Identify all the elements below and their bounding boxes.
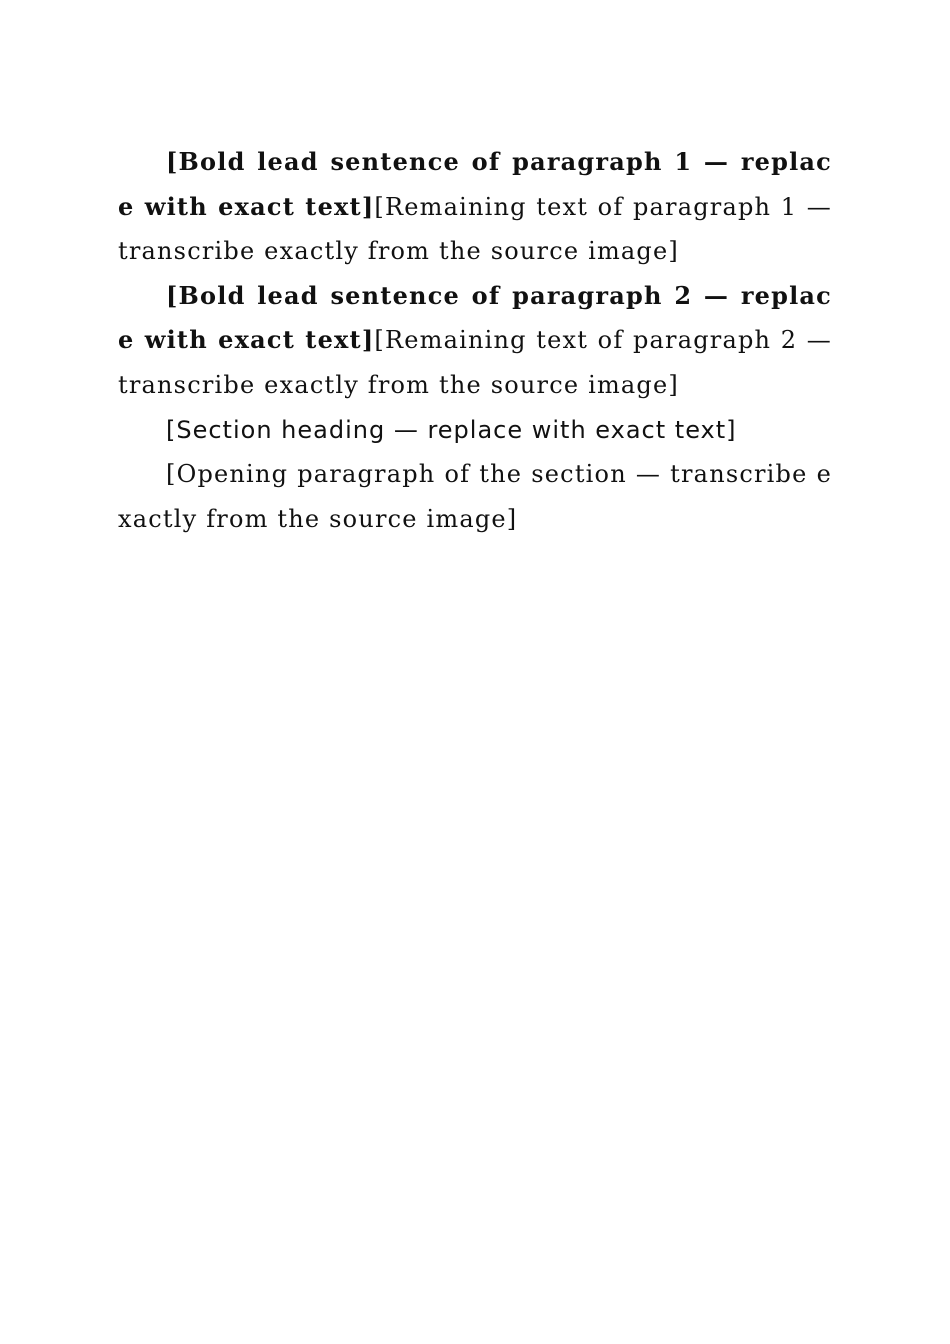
paragraph-2 (118, 274, 832, 408)
paragraph-2-body: [Remaining text of paragraph 2 — transcribe exactly from the source image] (118, 326, 832, 399)
paragraph-1 (118, 140, 832, 274)
paragraph-1-lead: [Bold lead sentence of paragraph 1 — replace with exact text] (118, 147, 832, 221)
paragraph-2-lead: [Bold lead sentence of paragraph 2 — replace with exact text] (118, 280, 832, 355)
section-paragraph: [Opening paragraph of the section — transcribe exactly from the source image] (118, 460, 832, 533)
paragraph-1-body: [Remaining text of paragraph 1 — transcribe exactly from the source image] (118, 192, 832, 266)
section-heading: [Section heading — replace with exact text] (166, 415, 737, 444)
document-body (118, 140, 832, 541)
